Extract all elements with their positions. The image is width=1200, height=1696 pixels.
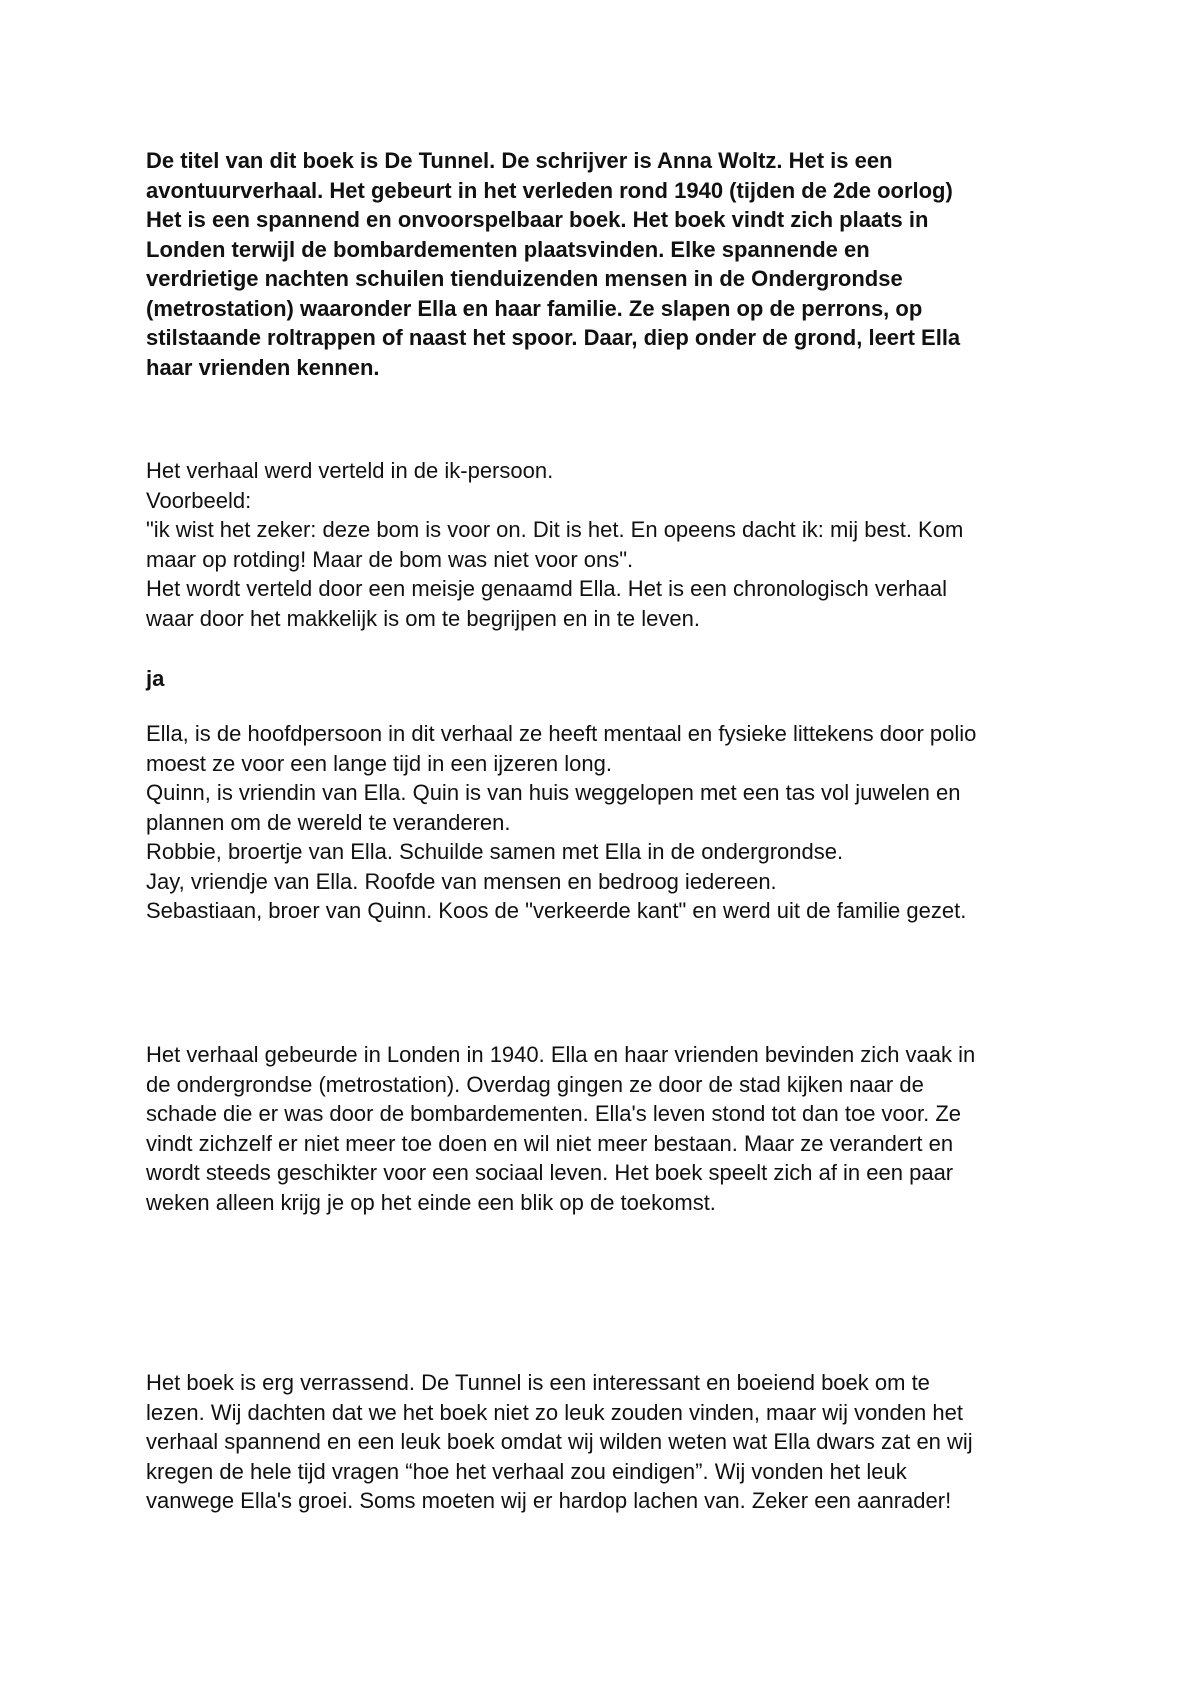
characters-paragraph [146, 719, 1076, 926]
character-line: Jay, vriendje van Ella. Roofde van mensen en bedroog iedereen. [146, 868, 777, 894]
answer-line: ja [146, 666, 165, 691]
answer-text [146, 664, 1076, 694]
character-line: moest ze voor een lange tijd in een ijzeren long. [146, 750, 612, 776]
intro-line: avontuurverhaal. Het gebeurt in het verleden rond 1940 (tijden de 2de oorlog) [146, 177, 953, 203]
character-line: plannen om de wereld te veranderen. [146, 809, 511, 835]
setting-line: vindt zichzelf er niet meer toe doen en wil niet meer bestaan. Maar ze verandert en [146, 1130, 954, 1156]
setting-paragraph [146, 1040, 1076, 1217]
perspective-line: Voorbeeld: [146, 487, 252, 513]
intro-paragraph [146, 146, 1076, 382]
intro-line: Londen terwijl de bombardementen plaatsvinden. Elke spannende en [146, 236, 870, 262]
character-line: Ella, is de hoofdpersoon in dit verhaal ze heeft mentaal en fysieke littekens door polio [146, 721, 977, 746]
intro-line: De titel van dit boek is De Tunnel. De schrijver is Anna Woltz. Het is een [146, 148, 893, 173]
character-line: Sebastiaan, broer van Quinn. Koos de "verkeerde kant" en werd uit de familie gezet. [146, 898, 967, 923]
setting-line: weken alleen krijg je op het einde een blik op de toekomst. [146, 1189, 716, 1215]
intro-line: (metrostation) waaronder Ella en haar familie. Ze slapen op de perrons, op [146, 295, 923, 321]
setting-line: Het verhaal gebeurde in Londen in 1940. Ella en haar vrienden bevinden zich vaak in [146, 1042, 976, 1067]
opinion-line: verhaal spannend en een leuk boek omdat wij wilden weten wat Ella dwars zat en wij [146, 1429, 973, 1454]
perspective-line: Het verhaal werd verteld in de ik-persoon. [146, 458, 554, 483]
intro-line: Het is een spannend en onvoorspelbaar boek. Het boek vindt zich plaats in [146, 207, 929, 232]
opinion-line: kregen de hele tijd vragen “hoe het verhaal zou eindigen”. Wij vonden het leuk [146, 1458, 907, 1484]
opinion-line: vanwege Ella's groei. Soms moeten wij er hardop lachen van. Zeker een aanrader! [146, 1488, 952, 1513]
intro-line: verdrietige nachten schuilen tienduizenden mensen in de Ondergrondse [146, 266, 903, 291]
setting-line: de ondergrondse (metrostation). Overdag gingen ze door de stad kijken naar de [146, 1071, 924, 1097]
character-line: Quinn, is vriendin van Ella. Quin is van huis weggelopen met een tas vol juwelen en [146, 780, 961, 805]
setting-line: wordt steeds geschikter voor een sociaal leven. Het boek speelt zich af in een paar [146, 1160, 954, 1185]
opinion-paragraph [146, 1368, 1076, 1516]
intro-line: stilstaande roltrappen of naast het spoor. Daar, diep onder de grond, leert Ella [146, 325, 961, 350]
setting-line: schade die er was door de bombardementen. Ella's leven stond tot dan toe voor. Ze [146, 1101, 962, 1126]
opinion-line: Het boek is erg verrassend. De Tunnel is een interessant en boeiend boek om te [146, 1370, 930, 1395]
opinion-line: lezen. Wij dachten dat we het boek niet zo leuk zouden vinden, maar wij vonden het [146, 1399, 963, 1425]
perspective-line: Het wordt verteld door een meisje genaamd Ella. Het is een chronologisch verhaal [146, 576, 947, 601]
character-line: Robbie, broertje van Ella. Schuilde samen met Ella in de ondergrondse. [146, 839, 844, 864]
perspective-line: waar door het makkelijk is om te begrijpen en in te leven. [146, 605, 700, 631]
intro-line: haar vrienden kennen. [146, 354, 380, 380]
perspective-line: "ik wist het zeker: deze bom is voor on. Dit is het. En opeens dacht ik: mij best. Kom [146, 517, 964, 542]
perspective-line: maar op rotding! Maar de bom was niet voor ons". [146, 546, 634, 572]
perspective-paragraph [146, 456, 1076, 633]
